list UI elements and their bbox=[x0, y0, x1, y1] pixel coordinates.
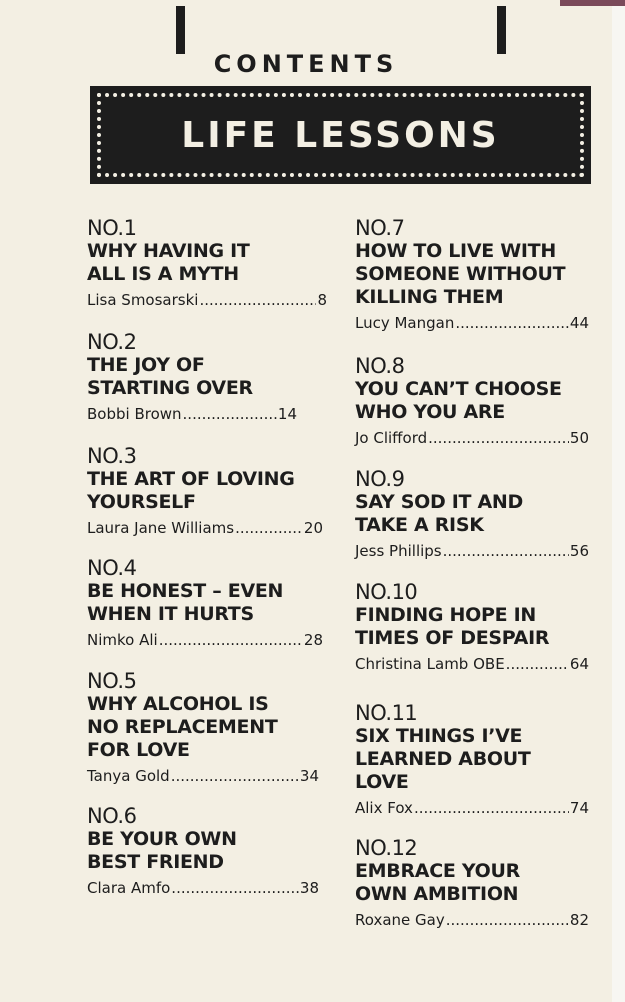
toc-entry-10 bbox=[355, 580, 589, 674]
toc-entry-2 bbox=[87, 330, 297, 424]
entry-page: 82 bbox=[569, 911, 589, 929]
entry-title: THE JOY OF STARTING OVER bbox=[87, 354, 253, 399]
toc-entry-3 bbox=[87, 444, 323, 538]
leader-dots bbox=[183, 404, 277, 424]
entry-author: Clara Amfo bbox=[87, 879, 171, 897]
entry-number: NO.12 bbox=[355, 836, 418, 860]
toc-entry-8 bbox=[355, 354, 589, 448]
entry-author-line bbox=[87, 878, 319, 898]
entry-page: 64 bbox=[569, 655, 589, 673]
entry-number: NO.2 bbox=[87, 330, 137, 354]
entry-page: 74 bbox=[569, 799, 589, 817]
entry-author-line bbox=[355, 798, 589, 818]
toc-entry-5 bbox=[87, 669, 319, 786]
entry-title: FINDING HOPE IN TIMES OF DESPAIR bbox=[355, 604, 550, 649]
leader-dots bbox=[428, 428, 569, 448]
entry-title: THE ART OF LOVING YOURSELF bbox=[87, 468, 295, 513]
leader-dots bbox=[235, 518, 303, 538]
toc-entry-1 bbox=[87, 216, 327, 310]
entry-page: 56 bbox=[569, 542, 589, 560]
entry-number: NO.8 bbox=[355, 354, 405, 378]
entry-author: Jo Clifford bbox=[355, 429, 428, 447]
entry-page: 28 bbox=[303, 631, 323, 649]
entry-author: Nimko Ali bbox=[87, 631, 158, 649]
entry-author-line bbox=[87, 766, 319, 786]
entry-number: NO.4 bbox=[87, 556, 137, 580]
entry-title: BE YOUR OWN BEST FRIEND bbox=[87, 828, 237, 873]
toc-entry-6 bbox=[87, 804, 319, 898]
entry-author-line bbox=[87, 518, 323, 538]
entry-page: 38 bbox=[299, 879, 319, 897]
entry-page: 34 bbox=[299, 767, 319, 785]
entry-number: NO.1 bbox=[87, 216, 137, 240]
contents-heading: CONTENTS bbox=[213, 50, 399, 78]
toc-entry-11 bbox=[355, 701, 589, 818]
toc-entry-12 bbox=[355, 836, 589, 930]
entry-page: 8 bbox=[317, 291, 327, 309]
entry-author: Bobbi Brown bbox=[87, 405, 182, 423]
leader-dots bbox=[446, 910, 569, 930]
toc-entry-7 bbox=[355, 216, 589, 333]
entry-author: Lucy Mangan bbox=[355, 314, 455, 332]
leader-dots bbox=[455, 313, 569, 333]
leader-dots bbox=[159, 630, 303, 650]
leader-dots bbox=[443, 541, 569, 561]
entry-number: NO.10 bbox=[355, 580, 418, 604]
toc-entry-4 bbox=[87, 556, 323, 650]
entry-number: NO.6 bbox=[87, 804, 137, 828]
leader-dots bbox=[171, 878, 299, 898]
leader-dots bbox=[506, 654, 569, 674]
entry-number: NO.9 bbox=[355, 467, 405, 491]
toc-entry-9 bbox=[355, 467, 589, 561]
entry-author-line bbox=[355, 654, 589, 674]
entry-author: Alix Fox bbox=[355, 799, 413, 817]
entry-title: WHY ALCOHOL IS NO REPLACEMENT FOR LOVE bbox=[87, 693, 278, 761]
entry-author-line bbox=[355, 541, 589, 561]
entry-title: WHY HAVING IT ALL IS A MYTH bbox=[87, 240, 250, 285]
section-banner bbox=[90, 86, 591, 184]
entry-author: Laura Jane Williams bbox=[87, 519, 235, 537]
leader-dots bbox=[414, 798, 569, 818]
entry-author-line bbox=[87, 404, 297, 424]
page-edge bbox=[612, 0, 625, 1002]
entry-author-line bbox=[87, 630, 323, 650]
entry-title: EMBRACE YOUR OWN AMBITION bbox=[355, 860, 520, 905]
section-title: LIFE LESSONS bbox=[181, 114, 500, 156]
entry-author: Lisa Smosarski bbox=[87, 291, 199, 309]
entry-author: Tanya Gold bbox=[87, 767, 170, 785]
entry-page: 20 bbox=[303, 519, 323, 537]
leader-dots bbox=[171, 766, 299, 786]
entry-author-line bbox=[355, 313, 589, 333]
entry-author: Christina Lamb OBE bbox=[355, 655, 505, 673]
entry-author-line bbox=[355, 910, 589, 930]
entry-title: YOU CAN’T CHOOSE WHO YOU ARE bbox=[355, 378, 562, 423]
entry-author-line bbox=[355, 428, 589, 448]
entry-author-line bbox=[87, 290, 327, 310]
entry-title: HOW TO LIVE WITH SOMEONE WITHOUT KILLING THEM bbox=[355, 240, 566, 308]
header-bar-right bbox=[497, 6, 506, 54]
leader-dots bbox=[199, 290, 316, 310]
entry-number: NO.7 bbox=[355, 216, 405, 240]
header-bar-left bbox=[176, 6, 185, 54]
banner-dotted-frame bbox=[97, 93, 584, 177]
entry-title: SIX THINGS I’VE LEARNED ABOUT LOVE bbox=[355, 725, 531, 793]
cover-edge bbox=[560, 0, 625, 6]
entry-author: Roxane Gay bbox=[355, 911, 445, 929]
entry-page: 14 bbox=[277, 405, 297, 423]
entry-title: SAY SOD IT AND TAKE A RISK bbox=[355, 491, 523, 536]
entry-title: BE HONEST – EVEN WHEN IT HURTS bbox=[87, 580, 284, 625]
entry-number: NO.5 bbox=[87, 669, 137, 693]
entry-author: Jess Phillips bbox=[355, 542, 442, 560]
entry-number: NO.11 bbox=[355, 701, 418, 725]
entry-number: NO.3 bbox=[87, 444, 137, 468]
entry-page: 50 bbox=[569, 429, 589, 447]
entry-page: 44 bbox=[569, 314, 589, 332]
